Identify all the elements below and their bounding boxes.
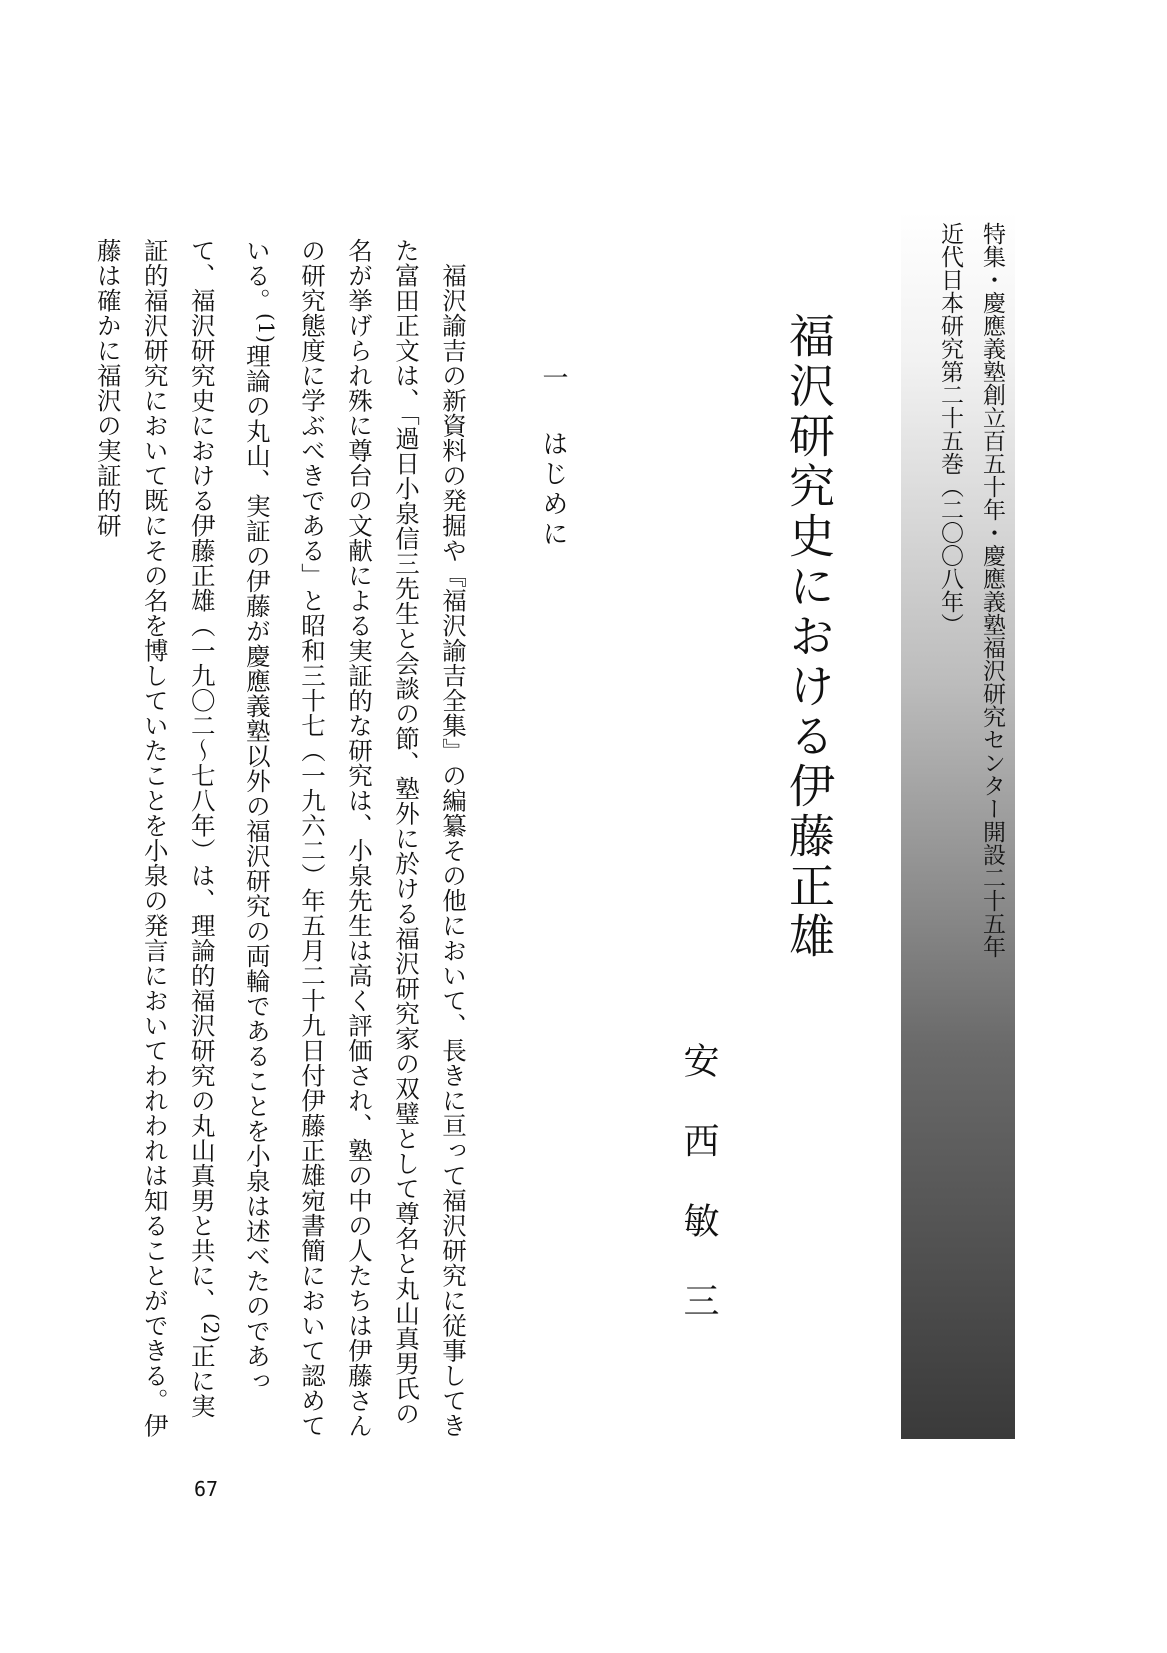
author-name: 安西敏三	[678, 1042, 719, 1362]
section-heading	[540, 364, 566, 550]
paragraph-text: 福沢諭吉の新資料の発掘や『福沢諭吉全集』の編纂その他において、長きに亘って福沢研究に従事してきた富田正文は、「過日小泉信三先生と会談の節、塾外に於ける福沢研究家の双璧として尊名と丸山真男氏の名が挙げられ殊に尊台の文献による実証的な研究は、小泉先生は高く評価され、塾の中の人たちは伊藤さんの研究態度に学ぶべきである」と昭和三十七（一九六二）年五月二十九日付伊藤正雄宛書簡において認めている。	[242, 238, 468, 1438]
body-text	[85, 238, 477, 1438]
section-number: 一	[538, 364, 568, 394]
body-paragraph	[85, 238, 477, 1438]
feature-line: 特集・慶應義塾創立百五十年・慶應義塾福沢研究センター開設二十五年	[979, 222, 1005, 958]
header-band	[901, 212, 1015, 1439]
paragraph-text-continued: 理論の丸山、実証の伊藤が慶應義塾以外の福沢研究の両輪であることを小泉は述べたのであって、福沢研究史における伊藤正雄（一九〇二～七八年）は、理論的福沢研究の丸山真男と共に、	[187, 238, 272, 1394]
paragraph-text-end: 正に実証的福沢研究において既にその名を博していたことを小泉の発言においてわれわれは知ることができる。伊藤は確かに福沢の実証的研	[93, 238, 217, 1438]
footnote-ref-2: (2)	[198, 1313, 223, 1344]
section-title: はじめに	[538, 430, 568, 550]
journal-line: 近代日本研究第二十五巻（二〇〇八年）	[937, 222, 963, 636]
page-number: 67	[194, 1477, 219, 1501]
article-title: 福沢研究史における伊藤正雄	[782, 312, 836, 962]
footnote-ref-1: (1)	[254, 313, 278, 344]
